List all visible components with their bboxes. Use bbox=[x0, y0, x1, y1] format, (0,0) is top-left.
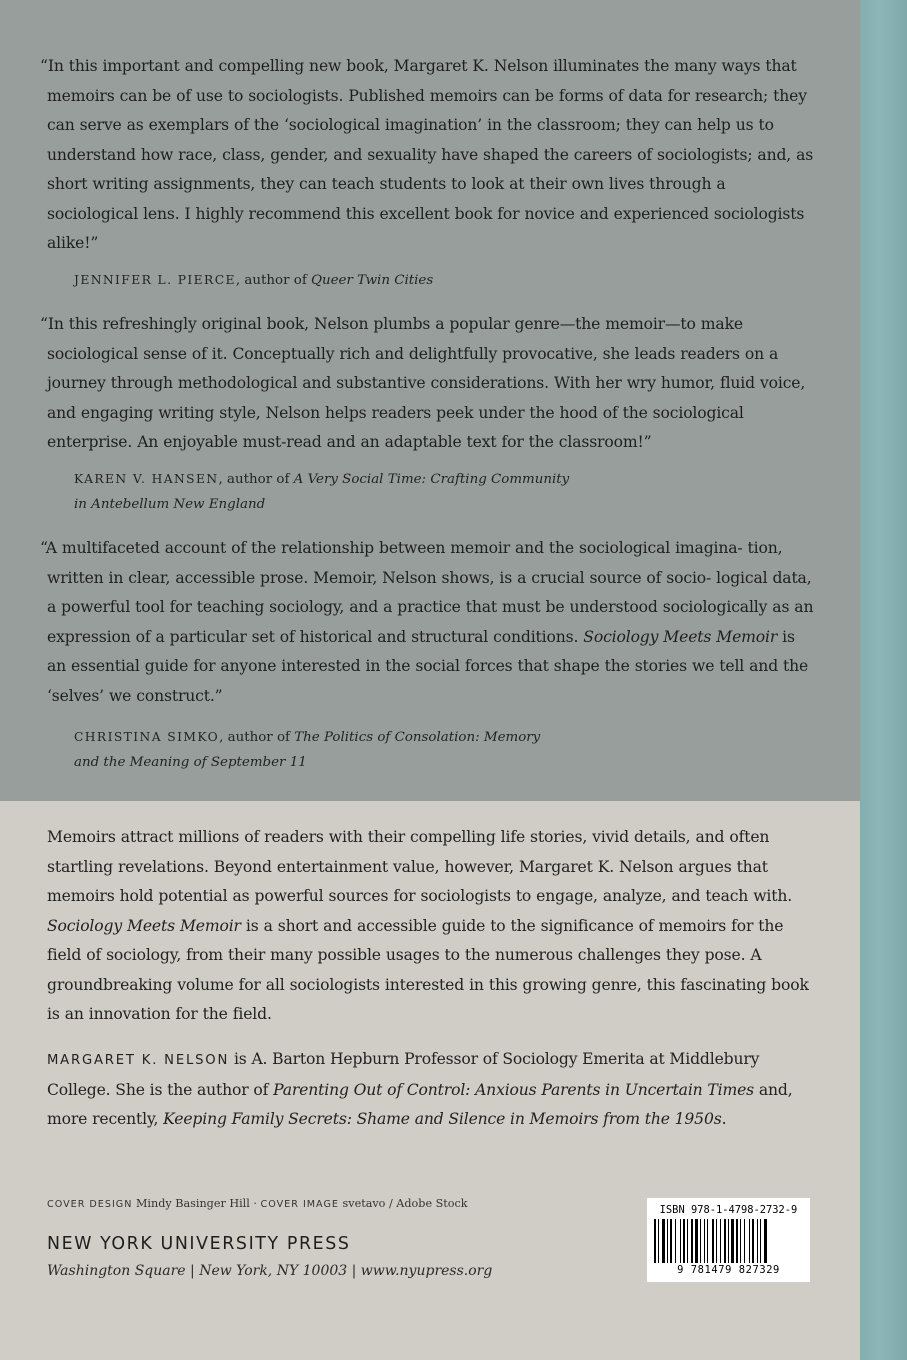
quote-pierce bbox=[40, 52, 815, 259]
barcode-bar bbox=[695, 1219, 698, 1263]
barcode-bar bbox=[749, 1219, 750, 1263]
book-title: Sociology Meets Memoir bbox=[47, 916, 241, 935]
barcode-bar bbox=[757, 1219, 758, 1263]
endorser-work: Queer Twin Cities bbox=[311, 273, 434, 288]
attribution-pierce bbox=[74, 268, 774, 293]
barcode-bar bbox=[662, 1219, 665, 1263]
bio-book-2: Keeping Family Secrets: Shame and Silence in Memoirs from the 1950s bbox=[163, 1110, 722, 1128]
barcode-bar bbox=[707, 1219, 708, 1263]
attribution-simko bbox=[74, 725, 774, 775]
book-title: Sociology Meets Memoir bbox=[583, 627, 778, 646]
author-of-text: , author of bbox=[235, 273, 312, 288]
endorser-work: The Politics of Consolation: Memory bbox=[294, 730, 541, 745]
barcode-bar bbox=[744, 1219, 745, 1263]
quote-text: “In this refreshingly original book, Nelson plumbs a popular genre—the memoir—to make sociological sense of it. Conceptually rich and delightfully provocative, she leads readers on a journey through methodological and substantive considerations. With her wry humor, fluid voice, and engaging writing style, Nelson helps readers peek under the hood of the sociological enterprise. An enjoyable must-read and an adaptable text for the classroom!” bbox=[40, 315, 806, 451]
spine-edge bbox=[860, 0, 907, 1360]
isbn-text: ISBN 978-1-4798-2732-9 bbox=[659, 1204, 798, 1216]
endorser-work-line2: in Antebellum New England bbox=[74, 497, 266, 512]
barcode-bar bbox=[731, 1219, 734, 1263]
cover-image-label: COVER IMAGE bbox=[260, 1199, 339, 1210]
isbn-barcode bbox=[647, 1198, 810, 1282]
author-bio bbox=[47, 1045, 822, 1135]
quote-text: “In this important and compelling new book, Margaret K. Nelson illuminates the many ways that memoirs can be of use to sociologists. Published memoirs can be forms of data for research; they can serve as exemplars of the ‘sociological imagination’ in the classroom; they can help us to understand how race, class, gender, and sexuality have shaped the careers of sociologists; and, as short writing assignments, they can teach students to look at their own lives through a sociological lens. I highly recommend this excellent book for novice and experienced sociologists alike!” bbox=[40, 57, 814, 252]
endorser-name: KAREN V. HANSEN bbox=[74, 472, 219, 486]
attribution-hansen bbox=[74, 467, 774, 517]
quote-text: “A multifaceted account of the relationship between memoir and the sociological imagina- tion, written in clear, accessible prose. Memoir, Nelson shows, is a crucial source of socio- logical data, a powerful tool for teaching sociology, and a practice that must be understood sociologically as an expression of a particular set of historical and structural conditions. bbox=[40, 539, 814, 646]
endorser-name: JENNIFER L. PIERCE bbox=[74, 273, 236, 287]
author-of-text: , author of bbox=[218, 472, 294, 487]
author-of-text: , author of bbox=[219, 730, 295, 745]
barcode-bar bbox=[680, 1219, 681, 1263]
barcode-bar bbox=[736, 1219, 738, 1263]
bio-book-1: Parenting Out of Control: Anxious Parents in Uncertain Times bbox=[273, 1080, 755, 1099]
endorser-name: CHRISTINA SIMKO bbox=[74, 730, 220, 744]
barcode-bar bbox=[724, 1219, 726, 1263]
barcode-bar bbox=[704, 1219, 705, 1263]
author-name: MARGARET K. NELSON bbox=[47, 1053, 230, 1068]
barcode-bar bbox=[654, 1219, 656, 1263]
barcode-digits: 9 781479 827329 bbox=[677, 1264, 780, 1276]
bio-text-3: . bbox=[721, 1110, 727, 1128]
publisher-address: Washington Square | New York, NY 10003 | www.nyupress.org bbox=[47, 1263, 493, 1279]
endorser-work: A Very Social Time: Crafting Community bbox=[293, 472, 570, 487]
bio-text-2: and, more recently, bbox=[47, 1080, 793, 1128]
publisher-name: NEW YORK UNIVERSITY PRESS bbox=[47, 1234, 351, 1254]
description-text-end: is a short and accessible guide to the significance of memoirs for the field of sociology, from their many possible usages to the numerous challenges they pose. A groundbreaking volume for all sociologists interested in this growing genre, this fascinating book is an innovation for the field. bbox=[47, 916, 809, 1023]
quote-text-end: is an essential guide for anyone interested in the social forces that shape the stories we tell and the ‘selves’ we construct.” bbox=[47, 627, 809, 705]
barcode-bar bbox=[667, 1219, 668, 1263]
barcode-bar bbox=[760, 1219, 761, 1263]
barcode-bar bbox=[700, 1219, 701, 1263]
barcode-bar bbox=[687, 1219, 688, 1263]
quote-simko bbox=[40, 534, 815, 711]
cover-design-name: Mindy Basinger Hill bbox=[135, 1197, 250, 1210]
cover-design-label: COVER DESIGN bbox=[47, 1199, 133, 1210]
cover-image-name: svetavo / Adobe Stock bbox=[342, 1197, 468, 1210]
barcode-bar bbox=[752, 1219, 754, 1263]
barcode-bar bbox=[740, 1219, 741, 1263]
bio-text: is A. Barton Hepburn Professor of Sociology Emerita at Middlebury College. She is the author of bbox=[47, 1050, 760, 1099]
barcode-bar bbox=[716, 1219, 717, 1263]
barcode-bar bbox=[712, 1219, 714, 1263]
barcode-bar bbox=[670, 1219, 672, 1263]
description-text: Memoirs attract millions of readers with their compelling life stories, vivid details, and often startling revelations. Beyond entertainment value, however, Margaret K. Nelson argues that memoirs hold potential as powerful sources for sociologists to engage, analyze, and teach with. bbox=[47, 828, 793, 905]
credit-separator: · bbox=[253, 1197, 257, 1210]
barcode-bar bbox=[691, 1219, 693, 1263]
quote-hansen bbox=[40, 310, 815, 458]
barcode-bar bbox=[728, 1219, 729, 1263]
barcode-bar bbox=[720, 1219, 721, 1263]
quote-text-wrapper bbox=[40, 534, 815, 711]
barcode-bar bbox=[683, 1219, 685, 1263]
barcode-icon bbox=[654, 1219, 803, 1263]
cover-credits bbox=[47, 1197, 468, 1210]
barcode-bar bbox=[658, 1219, 659, 1263]
barcode-bar bbox=[675, 1219, 676, 1263]
endorser-work-line2: and the Meaning of September 11 bbox=[74, 755, 307, 770]
barcode-bar bbox=[764, 1219, 767, 1263]
book-description bbox=[47, 823, 822, 1030]
